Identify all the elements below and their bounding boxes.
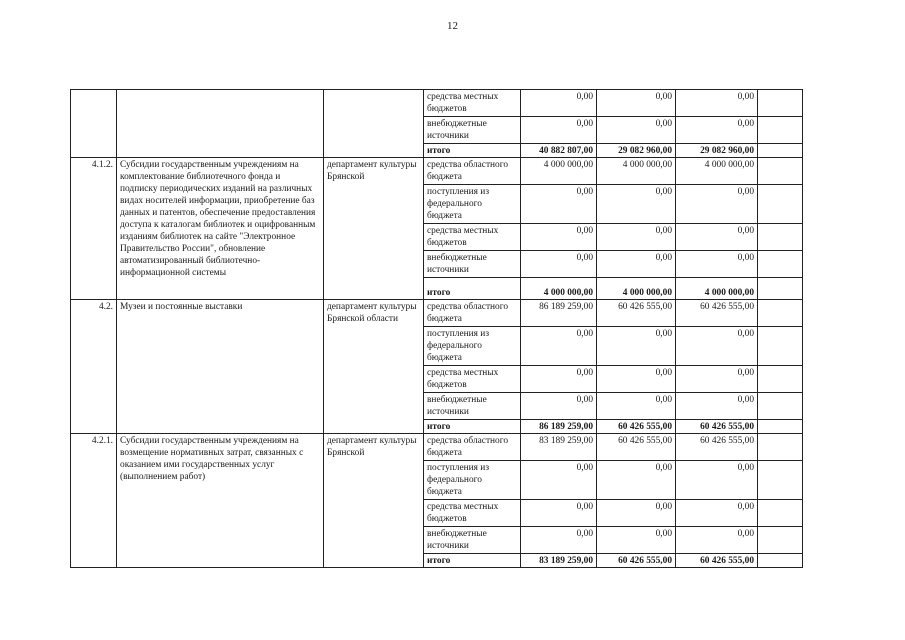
source-cell: средства местных бюджетов: [424, 366, 521, 393]
value-cell: 4 000 000,00: [676, 158, 758, 185]
value-cell: 60 426 555,00: [676, 300, 758, 327]
value-cell: 0,00: [521, 224, 597, 251]
empty-cell: [758, 366, 803, 393]
code-cell: 4.1.2.: [71, 158, 117, 300]
value-cell: 0,00: [521, 117, 597, 144]
empty-cell: [758, 420, 803, 434]
total-value: 29 082 960,00: [597, 144, 676, 158]
value-cell: 0,00: [597, 461, 676, 500]
total-label: итого: [424, 420, 521, 434]
value-cell: 0,00: [676, 366, 758, 393]
empty-cell: [758, 500, 803, 527]
source-cell: внебюджетные источники: [424, 527, 521, 554]
total-value: 29 082 960,00: [676, 144, 758, 158]
name-cell: Музеи и постоянные выставки: [117, 300, 324, 434]
value-cell: 0,00: [597, 393, 676, 420]
executor-cell: департамент культуры Брянской: [324, 434, 424, 568]
empty-cell: [758, 90, 803, 117]
empty-cell: [758, 224, 803, 251]
empty-cell: [758, 393, 803, 420]
total-label: итого: [424, 554, 521, 568]
empty-cell: [758, 185, 803, 224]
empty-cell: [758, 434, 803, 461]
empty-cell: [758, 158, 803, 185]
value-cell: 0,00: [676, 90, 758, 117]
total-value: 83 189 259,00: [521, 554, 597, 568]
empty-cell: [758, 251, 803, 278]
table-row: [71, 434, 803, 461]
value-cell: 60 426 555,00: [597, 300, 676, 327]
total-label: итого: [424, 278, 521, 300]
table-row: [71, 158, 803, 185]
total-value: 60 426 555,00: [676, 420, 758, 434]
value-cell: 0,00: [676, 117, 758, 144]
value-cell: 0,00: [597, 185, 676, 224]
table-row: [71, 300, 803, 327]
value-cell: 0,00: [597, 117, 676, 144]
value-cell: 0,00: [676, 327, 758, 366]
source-cell: внебюджетные источники: [424, 117, 521, 144]
value-cell: 4 000 000,00: [521, 158, 597, 185]
value-cell: 0,00: [597, 500, 676, 527]
empty-cell: [758, 117, 803, 144]
empty-cell: [758, 527, 803, 554]
empty-cell: [758, 278, 803, 300]
value-cell: 86 189 259,00: [521, 300, 597, 327]
value-cell: 83 189 259,00: [521, 434, 597, 461]
value-cell: 4 000 000,00: [597, 158, 676, 185]
empty-cell: [758, 327, 803, 366]
value-cell: 0,00: [521, 393, 597, 420]
code-cell: [71, 90, 117, 158]
total-value: 4 000 000,00: [597, 278, 676, 300]
value-cell: 60 426 555,00: [597, 434, 676, 461]
total-value: 40 882 807,00: [521, 144, 597, 158]
source-cell: средства местных бюджетов: [424, 500, 521, 527]
executor-cell: [324, 90, 424, 158]
value-cell: 60 426 555,00: [676, 434, 758, 461]
value-cell: 0,00: [676, 461, 758, 500]
source-cell: средства местных бюджетов: [424, 224, 521, 251]
total-value: 60 426 555,00: [597, 554, 676, 568]
total-value: 60 426 555,00: [676, 554, 758, 568]
total-value: 60 426 555,00: [597, 420, 676, 434]
source-cell: поступления из федерального бюджета: [424, 461, 521, 500]
value-cell: 0,00: [521, 500, 597, 527]
value-cell: 0,00: [521, 90, 597, 117]
value-cell: 0,00: [521, 251, 597, 278]
page-number: 12: [447, 20, 458, 32]
value-cell: 0,00: [676, 185, 758, 224]
value-cell: 0,00: [597, 327, 676, 366]
name-cell: Субсидии государственным учреждениям на комплектование библиотечного фонда и подписку периодических изданий на различных видах носителей информации, приобретение баз данных и патентов, обеспечение предоставления доступа к каталогам библиотек и оцифрованным изданиям библиотек на сайте "Электронное Правительство России", обновление автоматизированный библиотечно-информационной системы: [117, 158, 324, 300]
value-cell: 0,00: [597, 90, 676, 117]
value-cell: 0,00: [521, 366, 597, 393]
value-cell: 0,00: [597, 366, 676, 393]
name-cell: [117, 90, 324, 158]
total-value: 4 000 000,00: [521, 278, 597, 300]
empty-cell: [758, 144, 803, 158]
total-value: 86 189 259,00: [521, 420, 597, 434]
code-cell: 4.2.: [71, 300, 117, 434]
value-cell: 0,00: [676, 224, 758, 251]
empty-cell: [758, 300, 803, 327]
source-cell: поступления из федерального бюджета: [424, 185, 521, 224]
value-cell: 0,00: [597, 251, 676, 278]
value-cell: 0,00: [676, 500, 758, 527]
value-cell: 0,00: [676, 527, 758, 554]
empty-cell: [758, 554, 803, 568]
table-row: [71, 90, 803, 117]
value-cell: 0,00: [597, 527, 676, 554]
source-cell: поступления из федерального бюджета: [424, 327, 521, 366]
source-cell: средства областного бюджета: [424, 434, 521, 461]
total-label: итого: [424, 144, 521, 158]
value-cell: 0,00: [521, 327, 597, 366]
value-cell: 0,00: [597, 224, 676, 251]
source-cell: внебюджетные источники: [424, 393, 521, 420]
value-cell: 0,00: [521, 461, 597, 500]
name-cell: Субсидии государственным учреждениям на возмещение нормативных затрат, связанных с оказанием ими государственных услуг (выполнением работ): [117, 434, 324, 568]
executor-cell: департамент культуры Брянской: [324, 158, 424, 300]
source-cell: внебюджетные источники: [424, 251, 521, 278]
executor-cell: департамент культуры Брянской области: [324, 300, 424, 434]
budget-table: [70, 89, 803, 568]
source-cell: средства местных бюджетов: [424, 90, 521, 117]
value-cell: 0,00: [676, 393, 758, 420]
total-value: 4 000 000,00: [676, 278, 758, 300]
code-cell: 4.2.1.: [71, 434, 117, 568]
source-cell: средства областного бюджета: [424, 300, 521, 327]
empty-cell: [758, 461, 803, 500]
value-cell: 0,00: [521, 527, 597, 554]
value-cell: 0,00: [521, 185, 597, 224]
value-cell: 0,00: [676, 251, 758, 278]
source-cell: средства областного бюджета: [424, 158, 521, 185]
